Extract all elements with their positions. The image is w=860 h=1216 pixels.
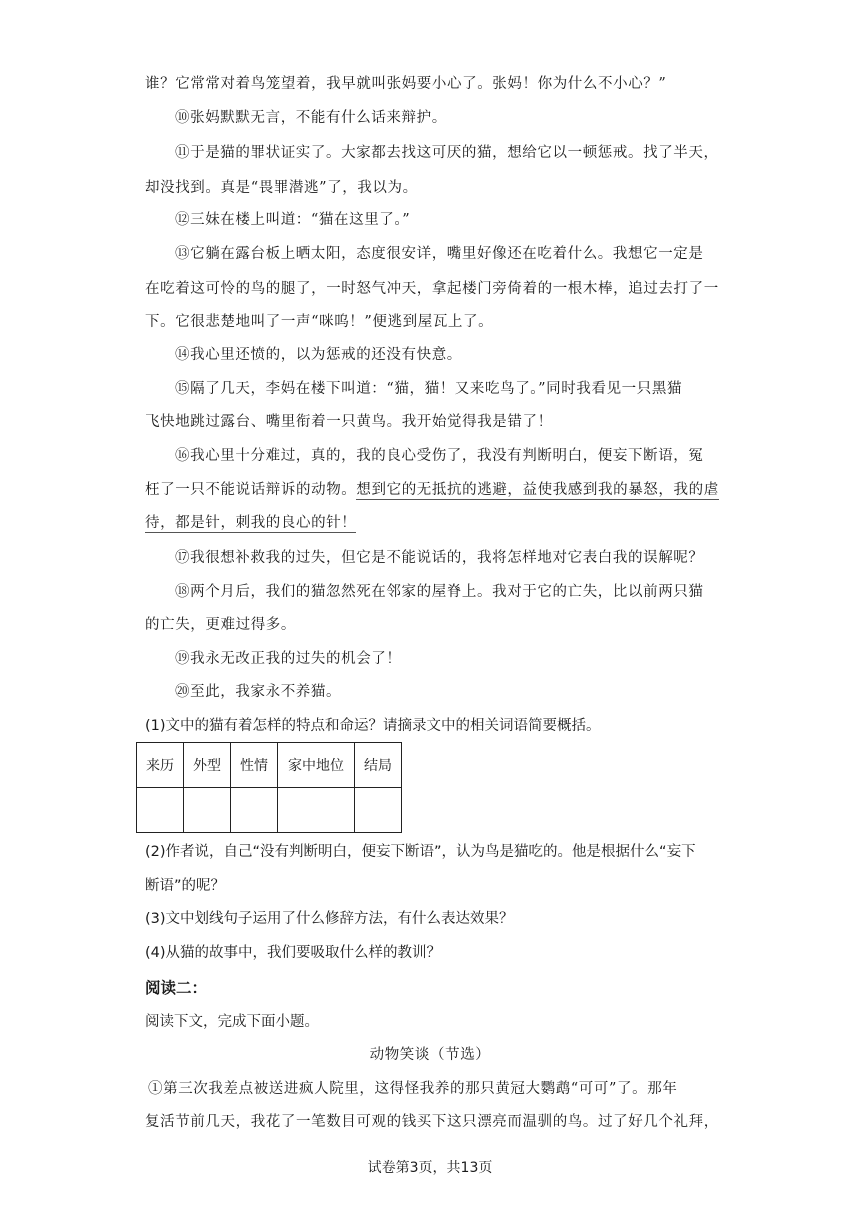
paragraph-13-line2: 在吃着这可怜的鸟的腿了，一时怒气冲天，拿起楼门旁倚着的一根木棒，追过去打了一	[145, 281, 719, 297]
paragraph-16-line1: ⑯我心里十分难过，真的，我的良心受伤了，我没有判断明白，便妄下断语，冤	[175, 448, 704, 464]
underlined-sentence-part2: 待，都是针，刺我的良心的针！	[145, 515, 357, 531]
section-2-instruction: 阅读下文，完成下面小题。	[145, 1014, 319, 1030]
table-answer-cell[interactable]	[137, 788, 184, 833]
passage-title: 动物笑谈（节选）	[369, 1047, 491, 1063]
question-3: (3)文中划线句子运用了什么修辞方法，有什么表达效果？	[145, 911, 514, 927]
table-answer-cell[interactable]	[278, 788, 355, 833]
paragraph-17: ⑰我很想补救我的过失，但它是不能说话的，我将怎样地对它表白我的误解呢？	[175, 550, 704, 566]
table-answer-cell[interactable]	[355, 788, 402, 833]
question-1: (1)文中的猫有着怎样的特点和命运？请摘录文中的相关词语简要概括。	[145, 718, 601, 734]
paragraph-20: ⑳至此，我家永不养猫。	[175, 684, 342, 700]
summary-table	[136, 742, 402, 833]
table-header-row	[137, 743, 402, 788]
paragraph-15-line2: 飞快地跳过露台、嘴里衔着一只黄鸟。我开始觉得我是错了！	[145, 414, 553, 430]
paragraph-16-line3	[145, 513, 356, 533]
table-header-cell: 结局	[355, 743, 402, 788]
paragraph-12: ⑫三妹在楼上叫道：“猫在这里了。”	[175, 212, 411, 228]
paragraph-14: ⑭我心里还愤的，以为惩戒的还没有快意。	[175, 347, 462, 363]
paragraph-10: ⑩张妈默默无言，不能有什么话来辩护。	[175, 110, 447, 126]
table-header-cell: 外型	[184, 743, 231, 788]
passage-paragraph-1-line1: ①第三次我差点被送进疯人院里，这得怪我养的那只黄冠大鹦鹉“可可”了。那年	[148, 1081, 678, 1097]
paragraph-16-line2	[145, 480, 719, 500]
underlined-sentence-part1: 想到它的无抵抗的逃避，益使我感到我的暴怒，我的虐	[356, 482, 719, 498]
page-footer: 试卷第3页，共13页	[367, 1160, 493, 1176]
paragraph-13-line3: 下。它很悲楚地叫了一声“咪呜！”便逃到屋瓦上了。	[145, 314, 494, 330]
paragraph-18-line1: ⑱两个月后，我们的猫忽然死在邻家的屋脊上。我对于它的亡失，比以前两只猫	[175, 584, 704, 600]
paragraph-18-line2: 的亡失，更难过得多。	[145, 617, 296, 633]
table-answer-row	[137, 788, 402, 833]
paragraph-19: ⑲我永无改正我的过失的机会了！	[175, 651, 402, 667]
table-header-cell: 家中地位	[278, 743, 355, 788]
question-4: (4)从猫的故事中，我们要吸取什么样的教训？	[145, 945, 442, 961]
table-header-cell: 来历	[137, 743, 184, 788]
paragraph-11-line1: ⑪于是猫的罪状证实了。大家都去找这可厌的猫，想给它以一顿惩戒。找了半天，	[175, 145, 719, 161]
question-2-line2: 断语”的呢？	[145, 878, 226, 894]
paragraph-9-end: 谁？它常常对着鸟笼望着，我早就叫张妈要小心了。张妈！你为什么不小心？”	[145, 76, 667, 92]
table-answer-cell[interactable]	[231, 788, 278, 833]
table-answer-cell[interactable]	[184, 788, 231, 833]
table-header-cell: 性情	[231, 743, 278, 788]
paragraph-15-line1: ⑮隔了几天，李妈在楼下叫道：“猫，猫！又来吃鸟了。”同时我看见一只黑猫	[175, 381, 683, 397]
passage-paragraph-1-line2: 复活节前几天，我花了一笔数目可观的钱买下这只漂亮而温驯的鸟。过了好几个礼拜，	[145, 1114, 719, 1130]
paragraph-16-plain: 枉了一只不能说话辩诉的动物。	[145, 482, 357, 498]
section-2-heading: 阅读二：	[145, 979, 208, 997]
question-2-line1: (2)作者说，自己“没有判断明白，便妄下断语”，认为鸟是猫吃的。他是根据什么“妄下	[145, 844, 696, 860]
paragraph-11-line2: 却没找到。真是“畏罪潜逃”了，我以为。	[145, 180, 418, 196]
paragraph-13-line1: ⑬它躺在露台板上晒太阳，态度很安详，嘴里好像还在吃着什么。我想它一定是	[175, 246, 704, 262]
